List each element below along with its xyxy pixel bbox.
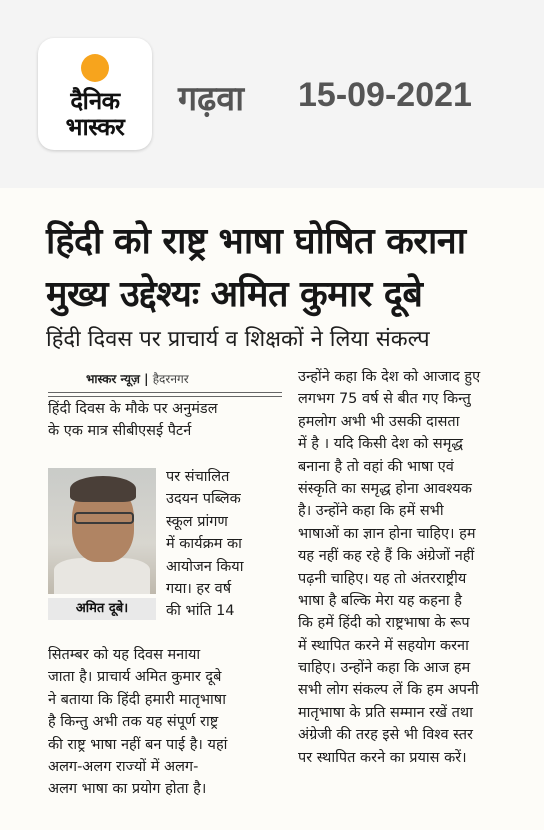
body-line: कि हमें हिंदी को राष्ट्रभाषा के रूप <box>298 615 470 632</box>
body-line: जाता है। प्राचार्य अमित कुमार दूबे <box>48 669 222 686</box>
body-line: है किन्तु अभी तक यह संपूर्ण राष्ट्र <box>48 714 219 731</box>
body-line: ने बताया कि हिंदी हमारी मातृभाषा <box>48 691 226 708</box>
byline-rule <box>48 392 282 393</box>
body-line: पर स्थापित करने का प्रयास करें। <box>298 749 467 766</box>
body-line: मातृभाषा के प्रति सम्मान रखें तथा <box>298 704 473 721</box>
body-line: अलग-अलग राज्यों में अलग- <box>48 758 199 775</box>
body-line: में है । यदि किसी देश को समृद्ध <box>298 436 463 453</box>
newspaper-logo <box>38 38 152 150</box>
body-line: पढ़नी चाहिए। यह तो अंतरराष्ट्रीय <box>298 570 467 587</box>
body-line: यह नहीं कह रहे हैं कि अंग्रेजों नहीं <box>298 548 475 565</box>
body-line: भाषा है बल्कि मेरा यह कहना है <box>298 592 462 609</box>
headline-line2: मुख्य उद्देश्यः अमित कुमार दूबे <box>46 274 423 315</box>
body-line: चाहिए। उन्होंने कहा कि आज हम <box>298 660 471 677</box>
article-left-top <box>48 398 284 443</box>
body-line: भाषाओं का ज्ञान होना चाहिए। हम <box>298 525 476 542</box>
article-left-bottom <box>48 644 284 801</box>
body-line: गया। हर वर्ष <box>166 580 232 597</box>
body-line: हिंदी दिवस के मौके पर अनुमंडल <box>48 401 218 417</box>
edition-city: गढ़वा <box>178 79 244 119</box>
body-line: अंग्रेजी की तरह इसे भी विश्व स्तर <box>298 727 473 744</box>
article-narrow-column <box>166 466 284 623</box>
body-line: में स्थापित करने में सहयोग करना <box>298 637 469 654</box>
body-line: की भांति 14 <box>166 603 235 620</box>
body-line: उन्होंने कहा कि देश को आजाद हुए <box>298 369 481 385</box>
byline-agency: भास्कर न्यूज़ <box>86 372 140 386</box>
edition-date: 15-09-2021 <box>298 76 472 114</box>
body-line: है। उन्होंने कहा कि हमें सभी <box>298 503 444 520</box>
article-right-column <box>298 366 528 769</box>
sun-icon <box>81 54 109 82</box>
body-line: सितम्बर को यह दिवस मनाया <box>48 647 201 663</box>
byline-rule-double <box>48 396 282 397</box>
photo-hair <box>70 476 136 502</box>
byline <box>86 370 189 387</box>
body-line: आयोजन किया <box>166 558 244 575</box>
photo-glasses <box>74 512 134 524</box>
body-line: अलग भाषा का प्रयोग होता है। <box>48 781 207 798</box>
photo-caption: अमित दूबे। <box>48 598 156 620</box>
body-line: बनाना है तो वहां की भाषा एवं <box>298 458 454 475</box>
body-line: सभी लोग संकल्प लें कि हम अपनी <box>298 682 479 699</box>
byline-place: हैदरनगर <box>152 372 189 386</box>
headline-line1: हिंदी को राष्ट्र भाषा घोषित कराना <box>46 221 466 262</box>
body-line: पर संचालित <box>166 469 230 485</box>
body-line: की राष्ट्र भाषा नहीं बन पाई है। यहां <box>48 736 228 753</box>
body-line: में कार्यक्रम का <box>166 536 242 553</box>
body-line: हमलोग अभी भी उसकी दासता <box>298 413 460 430</box>
byline-divider: | <box>144 372 149 386</box>
body-line: लगभग 75 वर्ष से बीत गए किन्तु <box>298 391 471 408</box>
logo-text-line2: भास्कर <box>65 113 125 141</box>
body-line: संस्कृति का समृद्ध होना आवश्यक <box>298 480 472 497</box>
body-line: उदयन पब्लिक <box>166 491 241 508</box>
body-line: स्कूल प्रांगण <box>166 513 228 530</box>
photo-shirt <box>54 558 150 594</box>
body-line: के एक मात्र सीबीएसई पैटर्न <box>48 423 192 440</box>
logo-text-line1: दैनिक <box>70 87 120 115</box>
subheadline: हिंदी दिवस पर प्राचार्य व शिक्षकों ने लिया संकल्प <box>46 327 430 352</box>
author-photo <box>48 468 156 594</box>
